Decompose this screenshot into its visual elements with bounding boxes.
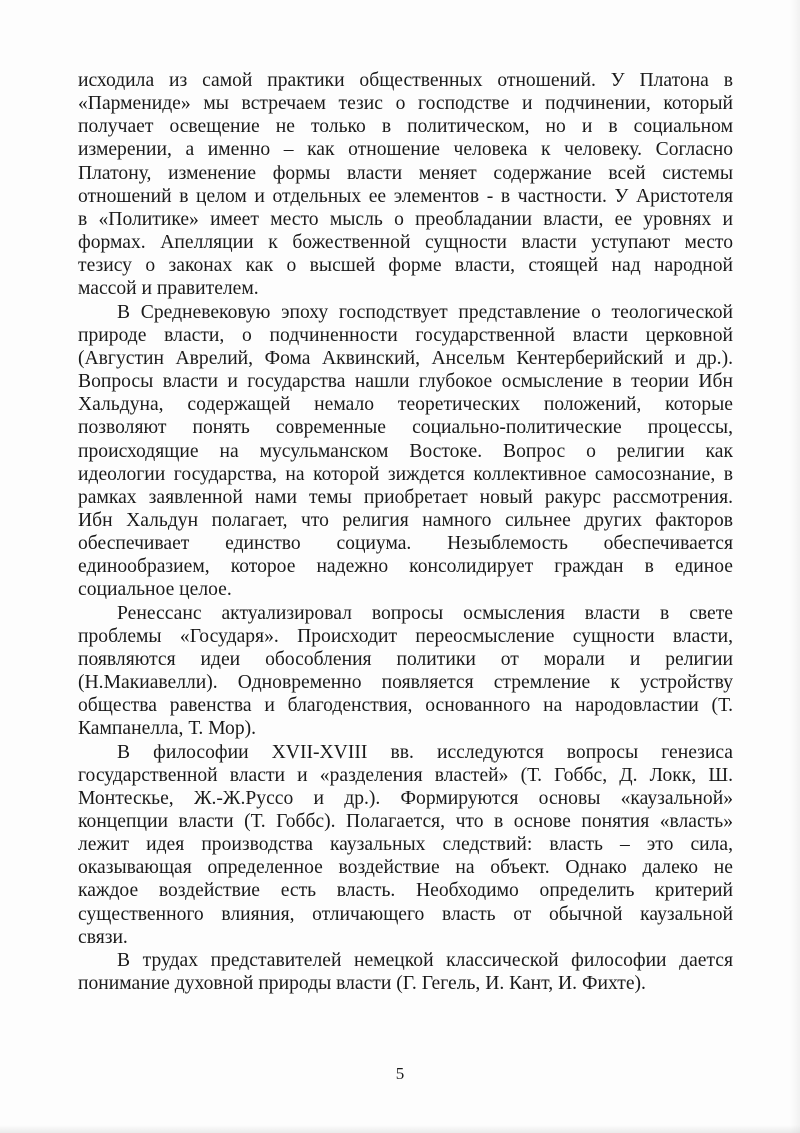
text-line: Кампанелла, Т. Мор). bbox=[78, 718, 257, 740]
text-line: В Средневековую эпоху господствует представление о теологической bbox=[117, 301, 733, 323]
text-line: социальное целое. bbox=[78, 579, 232, 601]
text-line: связи. bbox=[78, 926, 128, 948]
paragraph-4 bbox=[78, 741, 733, 949]
text-line: формах. Апелляции к божественной сущности власти уступают место bbox=[78, 232, 733, 254]
text-line: Ибн Хальдун полагает, что религия намного сильнее других факторов bbox=[78, 509, 733, 531]
text-line: Монтескье, Ж.-Ж.Руссо и др.). Формируются основы «каузальной» bbox=[78, 787, 733, 809]
text-line: «Пармениде» мы встречаем тезис о господстве и подчинении, который bbox=[78, 93, 733, 115]
text-line: исходила из самой практики общественных отношений. У Платона в bbox=[78, 70, 733, 91]
text-line: отношений в целом и отдельных ее элементов - в частности. У Аристотеля bbox=[78, 185, 733, 207]
text-line: (Августин Аврелий, Фома Аквинский, Ансельм Кентерберийский и др.). bbox=[78, 347, 733, 369]
text-line: Хальдуна, содержащей немало теоретических положений, которые bbox=[78, 394, 733, 416]
text-line: оказывающая определенное воздействие на объект. Однако далеко не bbox=[78, 857, 733, 879]
scan-shadow-right bbox=[790, 0, 800, 1133]
paragraph-1 bbox=[78, 69, 733, 301]
text-line: позволяют понять современные социально-политические процессы, bbox=[78, 417, 733, 439]
text-line: Ренессанс актуализировал вопросы осмысления власти в свете bbox=[117, 602, 733, 624]
text-line: идеологии государства, на которой зиждется коллективное самосознание, в bbox=[78, 463, 733, 485]
paragraph-3 bbox=[78, 602, 733, 741]
text-line: происходящие на мусульманском Востоке. Вопрос о религии как bbox=[78, 440, 733, 462]
text-line: в «Политике» имеет место мысль о преобладании власти, ее уровнях и bbox=[78, 208, 733, 230]
page-number: 5 bbox=[395, 1064, 405, 1083]
text-line: лежит идея производства каузальных следствий: власть – это сила, bbox=[78, 834, 733, 856]
body-text bbox=[78, 69, 733, 995]
text-line: государственной власти и «разделения властей» (Т. Гоббс, Д. Локк, Ш. bbox=[78, 764, 733, 786]
text-line: проблемы «Государя». Происходит переосмысление сущности власти, bbox=[78, 625, 733, 647]
text-line: обеспечивает единство социума. Незыблемость обеспечивается bbox=[78, 533, 733, 555]
text-line: единообразием, которое надежно консолидирует граждан в единое bbox=[78, 556, 733, 578]
text-line: измерении, а именно – как отношение человека к человеку. Согласно bbox=[78, 139, 733, 161]
paragraph-5 bbox=[78, 949, 733, 995]
text-line: В философии XVII-XVIII вв. исследуются вопросы генезиса bbox=[117, 741, 733, 763]
text-line: каждое воздействие есть власть. Необходимо определить критерий bbox=[78, 880, 733, 902]
text-line: В трудах представителей немецкой классической философии дается bbox=[117, 949, 733, 971]
scan-shadow-bottom bbox=[0, 1125, 800, 1133]
text-line: общества равенства и благоденствия, основанного на народовластии (Т. bbox=[78, 695, 733, 717]
text-line: массой и правителем. bbox=[78, 278, 259, 300]
text-line: природе власти, о подчиненности государственной власти церковной bbox=[78, 324, 733, 346]
text-line: Платону, изменение формы власти меняет содержание всей системы bbox=[78, 162, 733, 184]
text-line: Вопросы власти и государства нашли глубокое осмысление в теории Ибн bbox=[78, 371, 733, 393]
text-line: (Н.Макиавелли). Одновременно появляется стремление к устройству bbox=[78, 672, 733, 694]
text-line: появляются идеи обособления политики от морали и религии bbox=[78, 648, 733, 670]
text-line: существенного влияния, отличающего власть от обычной каузальной bbox=[78, 903, 733, 925]
text-line: понимание духовной природы власти (Г. Гегель, И. Кант, И. Фихте). bbox=[78, 973, 646, 995]
text-line: получает освещение не только в политическом, но и в социальном bbox=[78, 116, 733, 138]
text-line: рамках заявленной нами темы приобретает новый ракурс рассмотрения. bbox=[78, 486, 733, 508]
text-line: тезису о законах как о высшей форме власти, стоящей над народной bbox=[78, 255, 733, 277]
paragraph-2 bbox=[78, 301, 733, 602]
text-line: концепции власти (Т. Гоббс). Полагается, что в основе понятия «власть» bbox=[78, 811, 733, 832]
